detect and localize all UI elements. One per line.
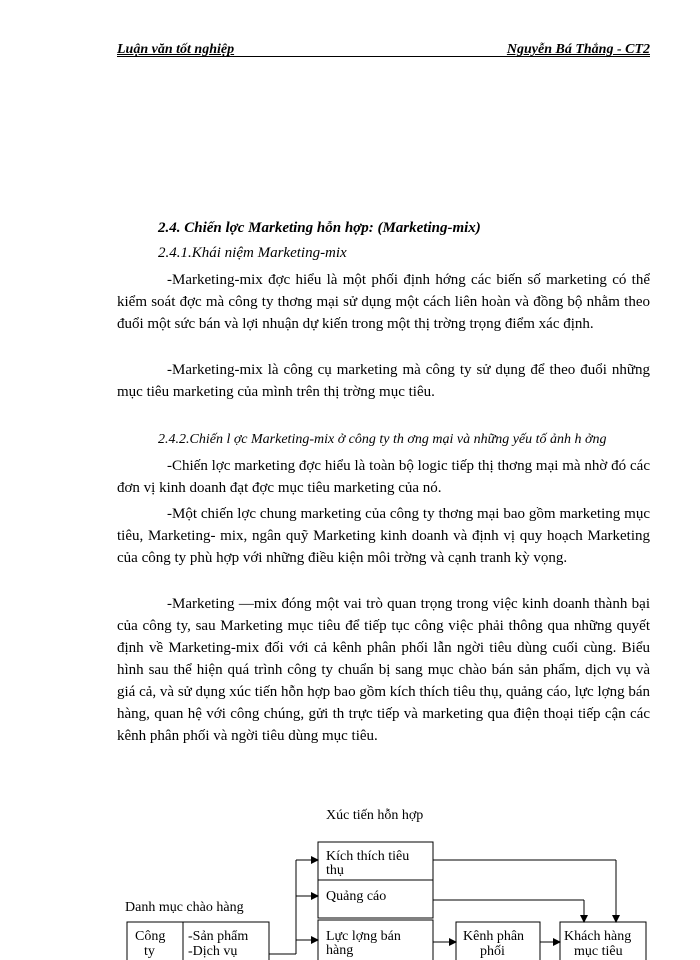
box-sales-force — [318, 920, 433, 960]
subsection-title-2: 2.4.2.Chiến l ợc Marketing-mix ở công ty th ơng mại và những yếu tố ảnh h ởng — [158, 432, 607, 447]
promo-1b: thụ — [326, 863, 344, 878]
promo-1a: Kích thích tiêu — [326, 849, 410, 864]
box-channel — [456, 922, 540, 960]
customer-a: Khách hàng — [564, 929, 632, 944]
box-advertising — [318, 880, 433, 918]
paragraph-3: -Chiến lợc marketing đợc hiểu là toàn bộ logic tiếp thị thơng mại mà nhờ đó các đơn vị kinh doanh đạt đợc mục tiêu marketing của nó. — [117, 458, 650, 496]
customer-b: mục tiêu — [574, 944, 623, 959]
promo-3a: Lực lợng bán — [326, 929, 401, 944]
diagram-title: Xúc tiến hỗn hợp — [326, 808, 424, 823]
header-right: Nguyễn Bá Thắng - CT2 — [506, 42, 650, 57]
offer-1: -Sản phẩm — [188, 929, 249, 944]
section-title: 2.4. Chiến lợc Marketing hỗn hợp: (Marketing-mix) — [158, 220, 481, 236]
header-rule — [117, 56, 650, 57]
paragraph-1: -Marketing-mix đợc hiểu là một phối định hớng các biến số marketing có thể kiểm soát đợc mà công ty thơng mại sử dụng một cách liên hoàn và đồng bộ nhằm theo đuổi một sức bán và lợi nhuận dự kiến trong một thị trờng trọng điểm xác định. — [117, 272, 650, 332]
box-sales-promotion — [318, 842, 433, 880]
channel-b: phối — [480, 944, 505, 959]
box-customer — [560, 922, 646, 960]
channel-a: Kênh phân — [463, 929, 525, 944]
paragraph-2: -Marketing-mix là công cụ marketing mà công ty sử dụng để theo đuổi những mục tiêu marketing của mình trên thị trờng mục tiêu. — [117, 362, 650, 400]
box-offer — [183, 922, 269, 960]
subsection-title-1: 2.4.1.Khái niệm Marketing-mix — [158, 245, 347, 261]
offer-2: -Dịch vụ — [188, 944, 238, 959]
promo-2: Quảng cáo — [326, 889, 387, 904]
promo-3b: hàng — [326, 943, 354, 958]
paragraph-4: -Một chiến lợc chung marketing của công ty thơng mại bao gồm marketing mục tiêu, Marketing- mix, ngân quỹ Marketing kinh doanh và định vị quy hoạch Marketing của công ty phù hợp với những điều kiện môi trờng và cạnh tranh kỳ vọng. — [117, 506, 650, 566]
header-left: Luận văn tốt nghiệp — [117, 42, 235, 57]
company-1: Công — [135, 929, 166, 944]
company-2: ty — [144, 944, 155, 959]
offer-label: Danh mục chào hàng — [125, 900, 244, 915]
paragraph-5: -Marketing —mix đóng một vai trò quan trọng trong việc kinh doanh thành bại của công ty, sau Marketing mục tiêu để tiếp tục công việc phải thông qua những quyết định về Marketing-mix đối với cả kênh phân phối lẫn ngời tiêu dùng cuối cùng. Biểu hình sau thể hiện quá trình công ty chuẩn bị sang mục chào bán sản phẩm, dịch vụ và giá cả, và sử dụng xúc tiến hỗn hợp bao gồm kích thích tiêu thụ, quảng cáo, lực lợng bán hàng, quan hệ với công chúng, gửi th trực tiếp và marketing qua điện thoại tiếp cận các kênh phân phối và ngời tiêu dùng mục tiêu. — [117, 596, 650, 744]
box-company — [127, 922, 183, 960]
